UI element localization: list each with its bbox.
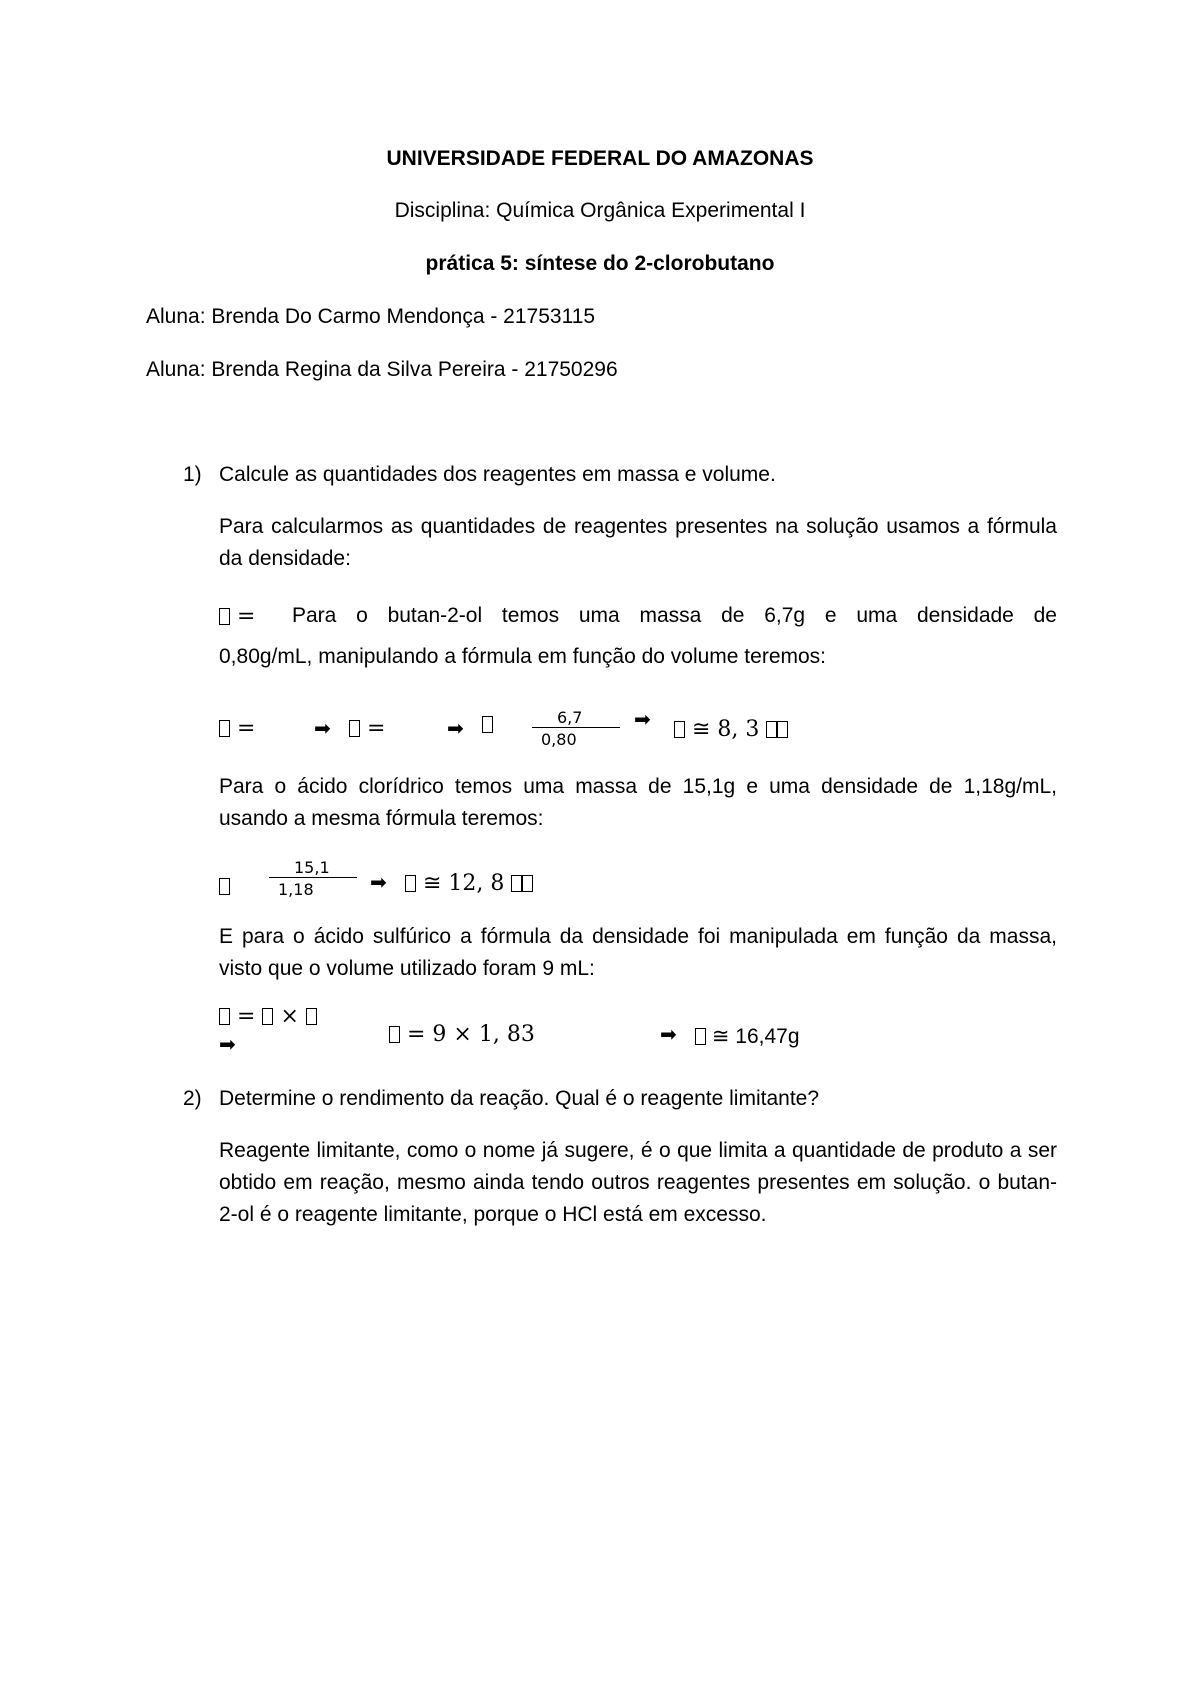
eq1-step2: = xyxy=(349,716,385,741)
eq1-numerator: 6,7 xyxy=(557,708,583,727)
discipline-line: Disciplina: Química Orgânica Experimental I xyxy=(394,199,806,222)
arrow-icon: ➡ xyxy=(634,707,651,731)
student-2: Aluna: Brenda Regina da Silva Pereira - 21750296 xyxy=(146,358,618,381)
h2so4-text: E para o ácido sulfúrico a fórmula da densidade foi manipulada em função da massa, visto que o volume utilizado foram 9 mL: xyxy=(219,925,1057,980)
eq2-denominator: 1,18 xyxy=(278,880,314,899)
q2-number: 2) xyxy=(183,1087,202,1110)
eq2-numerator: 15,1 xyxy=(294,858,330,877)
arrow-icon: ➡ xyxy=(660,1022,677,1046)
arrow-icon: ➡ xyxy=(314,716,331,740)
symbol-placeholder xyxy=(219,608,230,625)
arrow-icon: ➡ xyxy=(370,870,387,894)
q1-question: Calcule as quantidades dos reagentes em massa e volume. xyxy=(219,463,776,486)
eq1-result: ≅ 8, 3 xyxy=(674,717,788,742)
q2-answer: Reagente limitante, como o nome já sugere, é o que limita a quantidade de produto a ser obtido em reação, mesmo ainda tendo outros reagentes presentes em solução. o butan-2-ol é o reagente limitante, porque o HCl está em excesso. xyxy=(219,1139,1057,1226)
q1-intro: Para calcularmos as quantidades de reagentes presentes na solução usamos a fórmula da densidade: xyxy=(219,515,1057,570)
practice-title: prática 5: síntese do 2-clorobutano xyxy=(425,252,775,275)
butanol-text-a: Para o butan-2-ol temos uma massa de 6,7g e uma densidade de xyxy=(292,604,1057,627)
student-1: Aluna: Brenda Do Carmo Mendonça - 21753115 xyxy=(146,305,596,328)
eq2-result: ≅ 12, 8 xyxy=(405,871,533,896)
eq1-denominator: 0,80 xyxy=(541,730,577,749)
eq3-lhs: = × xyxy=(219,1004,317,1029)
eq2-var xyxy=(219,874,230,899)
density-formula: = xyxy=(219,604,255,629)
eq2-fraction-bar xyxy=(269,877,357,878)
arrow-icon: ➡ xyxy=(219,1032,236,1056)
eq3-result: ≅ 16,47g xyxy=(695,1024,800,1049)
arrow-icon: ➡ xyxy=(447,716,464,740)
eq1-fraction-bar xyxy=(532,727,620,728)
university-title: UNIVERSIDADE FEDERAL DO AMAZONAS xyxy=(386,147,814,170)
q2-question: Determine o rendimento da reação. Qual é o reagente limitante? xyxy=(219,1087,820,1110)
eq1-lhs: = xyxy=(219,716,255,741)
eq1-var xyxy=(482,712,493,737)
q1-number: 1) xyxy=(183,463,202,486)
butanol-text-b: 0,80g/mL, manipulando a fórmula em função do volume teremos: xyxy=(219,645,827,668)
hcl-text: Para o ácido clorídrico temos uma massa de 15,1g e uma densidade de 1,18g/mL, usando a mesma fórmula teremos: xyxy=(219,775,1057,830)
eq3-mid: = 9 × 1, 83 xyxy=(389,1022,535,1047)
